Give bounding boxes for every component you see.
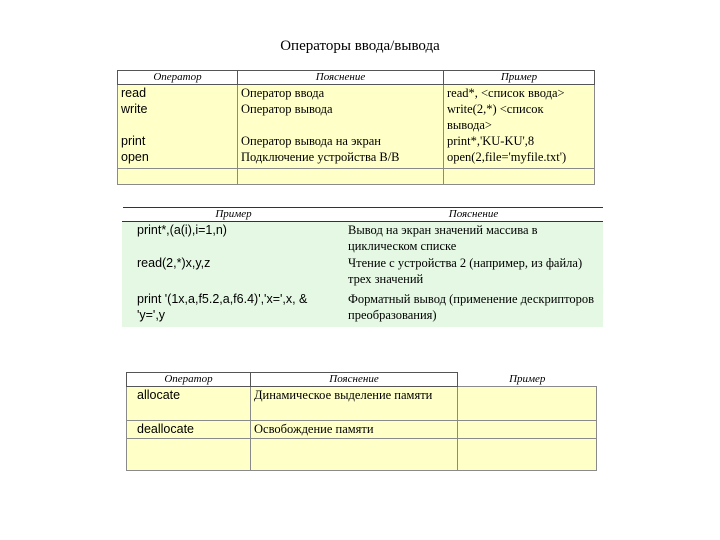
example-read: read*, <список ввода> [447, 86, 565, 100]
operator-cell [118, 85, 238, 169]
header-operator: Оператор [118, 71, 238, 85]
header-example: Пример [123, 208, 345, 222]
operator-allocate: allocate [127, 387, 251, 421]
example-empty [458, 421, 597, 439]
explanation-deallocate: Освобождение памяти [251, 421, 458, 439]
explanation-allocate: Динамическое выделение памяти [251, 387, 458, 421]
desc-cell: Форматный вывод (применение дескрипторов преобразования) [345, 291, 603, 327]
explanation-spacer [241, 117, 440, 133]
examples-table [122, 207, 603, 327]
empty-cell [458, 439, 597, 471]
explanation-open: Подключение устройства В/В [241, 150, 400, 164]
operator-open: open [121, 150, 149, 164]
operator-deallocate: deallocate [127, 421, 251, 439]
empty-cell [118, 169, 238, 185]
operator-print: print [121, 134, 146, 148]
header-explanation: Пояснение [345, 208, 603, 222]
explanation-read: Оператор ввода [241, 86, 325, 100]
empty-cell [444, 169, 595, 185]
header-example: Пример [444, 71, 595, 85]
explanation-cell [238, 85, 444, 169]
example-open: open(2,file='myfile.txt') [447, 150, 567, 164]
example-write-cont: вывода> [447, 118, 492, 132]
code-cell: read(2,*)x,y,z [123, 255, 345, 291]
desc-cell: Чтение с устройства 2 (например, из файла) трех значений [345, 255, 603, 291]
explanation-print: Оператор вывода на экран [241, 134, 381, 148]
operator-read: read [121, 86, 147, 100]
header-operator: Оператор [127, 373, 251, 387]
empty-cell [251, 439, 458, 471]
header-example: Пример [458, 373, 597, 387]
example-cell [444, 85, 595, 169]
io-operators-table [117, 70, 595, 185]
example-empty [458, 387, 597, 421]
page-title: Операторы ввода/вывода [280, 38, 440, 54]
example-write: write(2,*) <список [447, 102, 544, 116]
empty-cell [127, 439, 251, 471]
desc-cell: Вывод на экран значений массива в циклическом списке [345, 222, 603, 255]
header-explanation: Пояснение [251, 373, 458, 387]
explanation-write: Оператор вывода [241, 102, 333, 116]
example-print: print*,'KU-KU',8 [447, 134, 535, 148]
operator-spacer [121, 117, 234, 133]
header-explanation: Пояснение [238, 71, 444, 85]
empty-cell [238, 169, 444, 185]
code-cell: print*,(a(i),i=1,n) [123, 222, 345, 255]
code-cell: print '(1x,a,f5.2,a,f6.4)','x=',x, & 'y=',y [123, 291, 345, 327]
operator-write: write [121, 102, 148, 116]
memory-operators-table [126, 372, 597, 471]
